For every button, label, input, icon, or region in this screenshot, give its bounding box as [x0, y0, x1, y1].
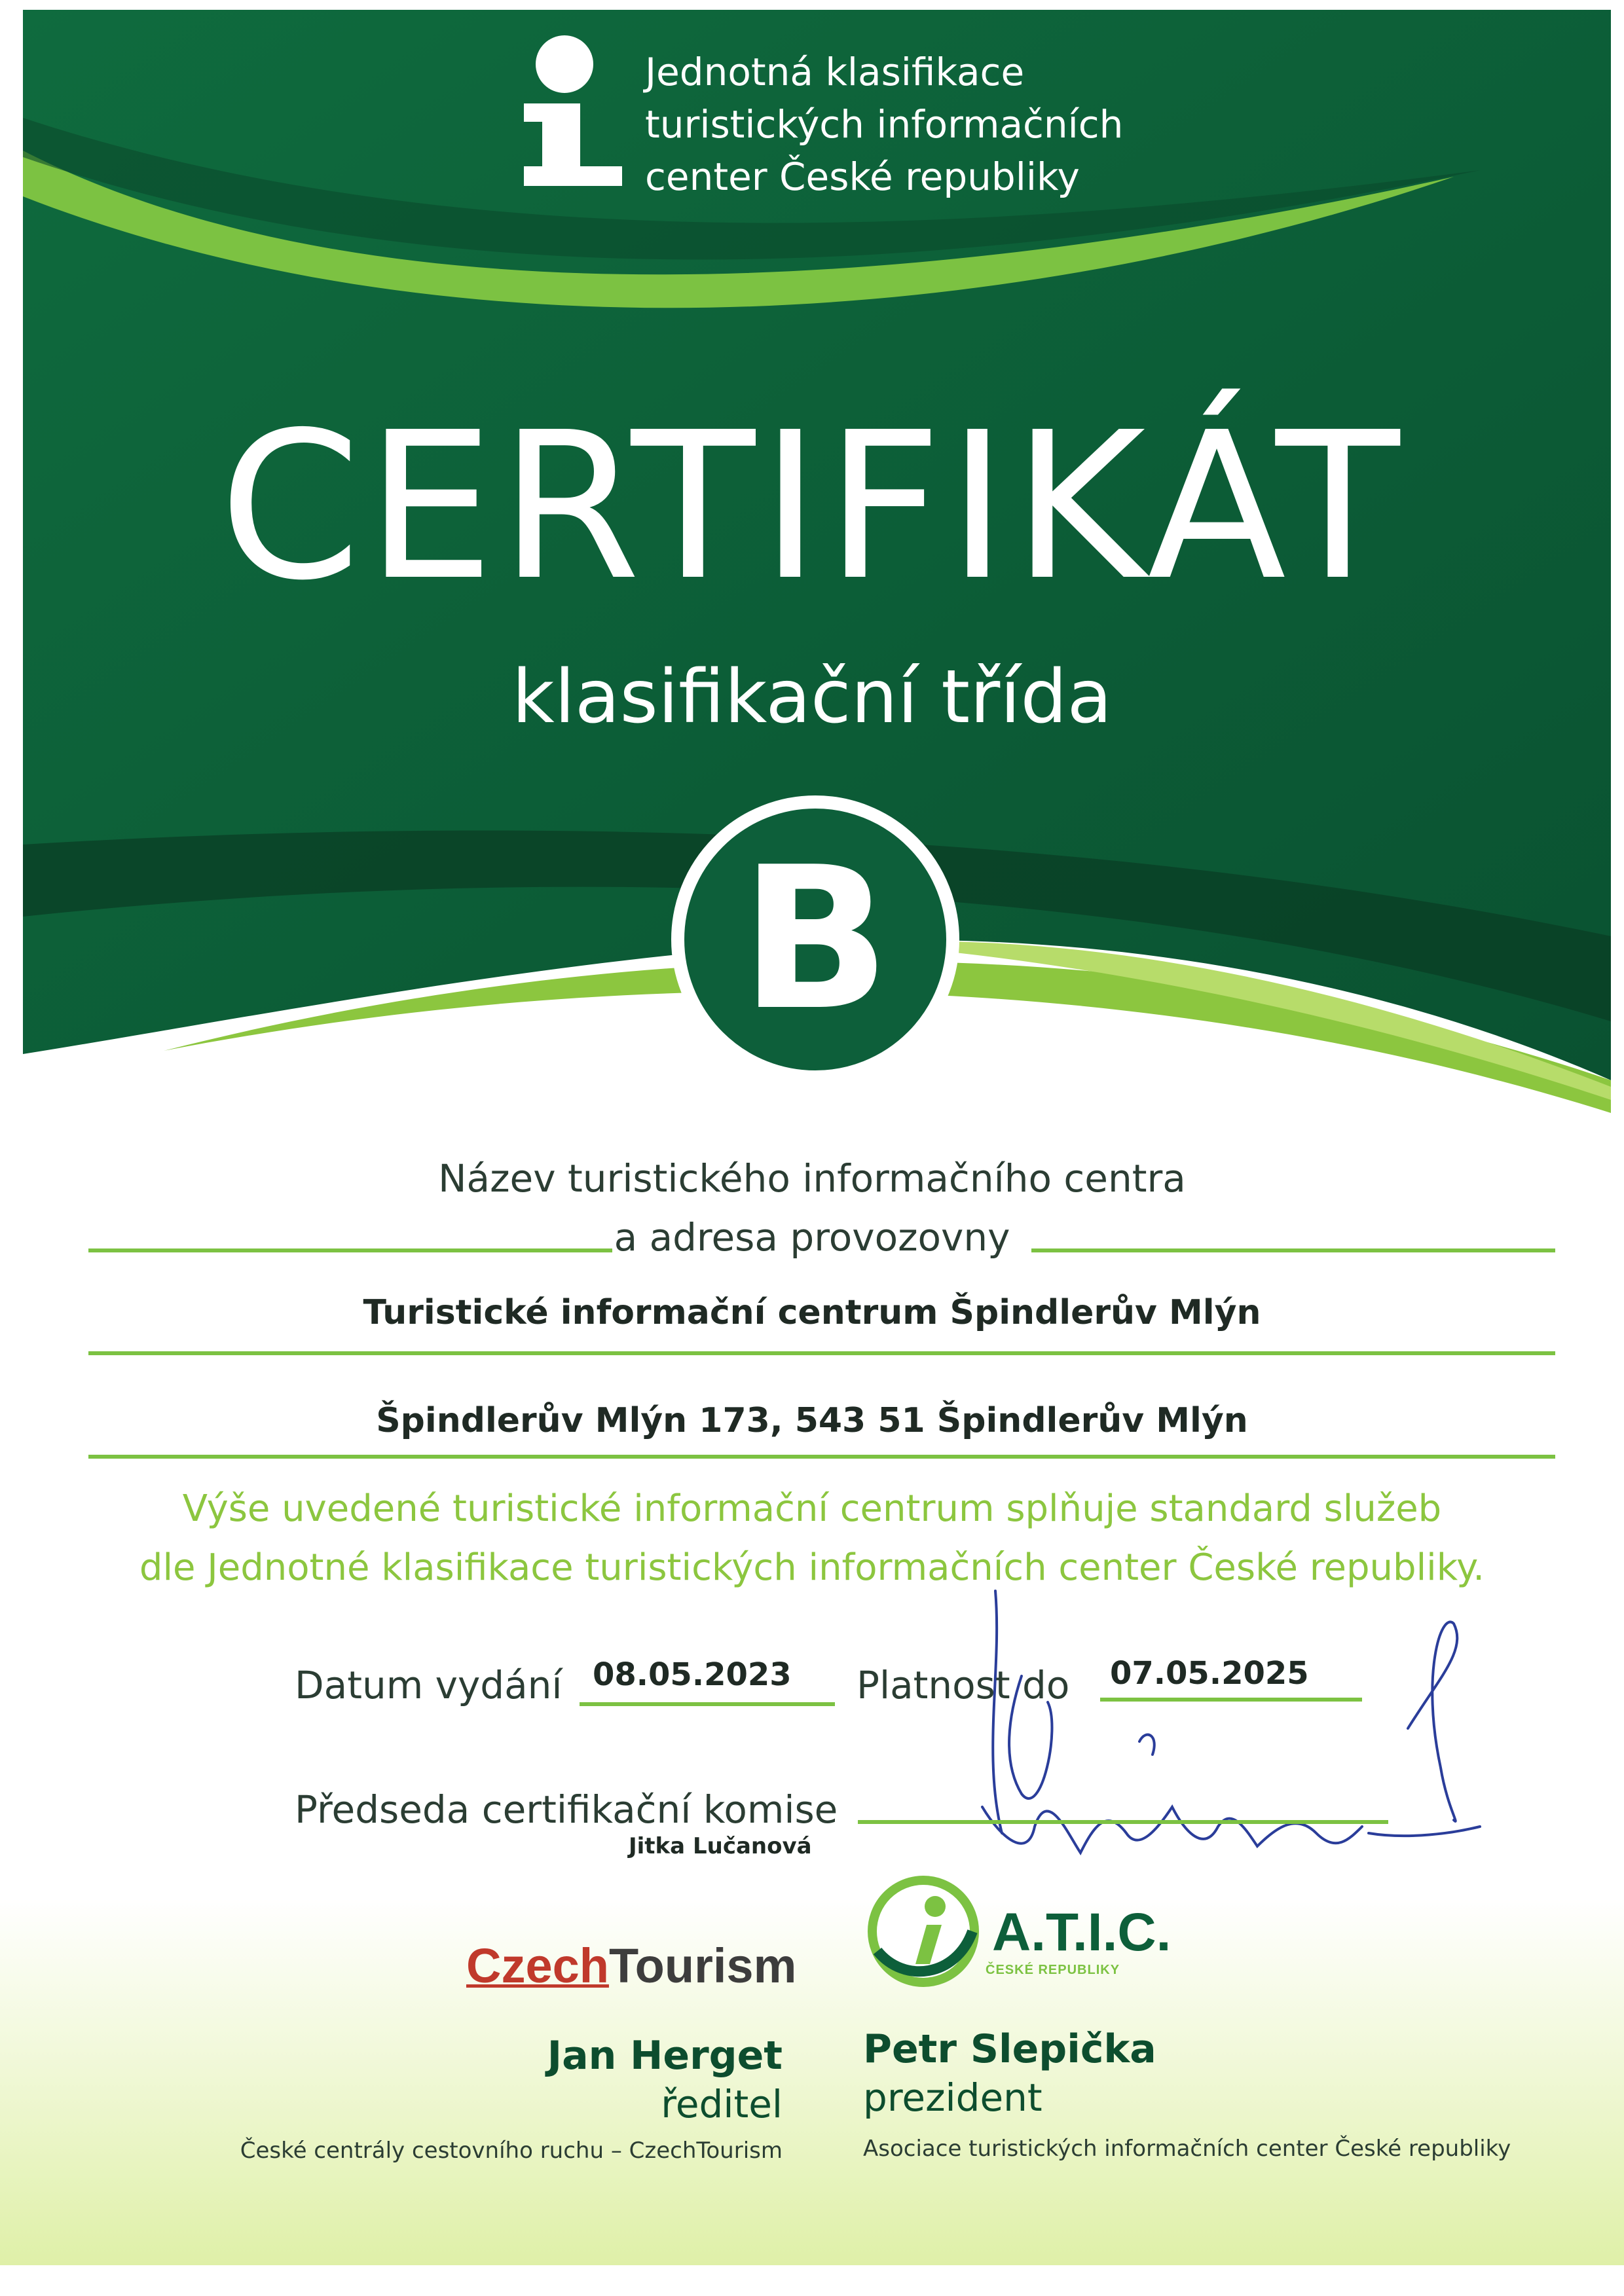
- valid-until-value: 07.05.2025: [1110, 1655, 1309, 1692]
- header-text: [645, 46, 1123, 203]
- czechtourism-logo: [466, 1938, 796, 1994]
- name-label-1: Název turistického informačního centra: [438, 1156, 1186, 1201]
- valid-until-label: Platnost do: [857, 1663, 1070, 1707]
- right-signatory-name: Petr Slepička: [863, 2026, 1156, 2072]
- atic-logo-text: A.T.I.C.: [992, 1903, 1172, 1962]
- header-line-3: center České republiky: [645, 155, 1080, 199]
- left-signatory-organization: České centrály cestovního ruchu – CzechTourism: [240, 2138, 783, 2164]
- center-address: Špindlerův Mlýn 173, 543 51 Špindlerův Mlýn: [376, 1401, 1248, 1440]
- divider-line: [88, 1455, 1555, 1459]
- left-signatory-role: ředitel: [661, 2082, 783, 2126]
- class-letter: B: [740, 825, 891, 1053]
- header-line-2: turistických informačních: [645, 102, 1124, 147]
- standard-text-line-1: Výše uvedené turistické informační centrum splňuje standard služeb: [182, 1487, 1442, 1530]
- chair-label: Předseda certifikační komise: [295, 1787, 838, 1832]
- certificate-title: CERTIFIKÁT: [219, 389, 1405, 625]
- divider-line: [88, 1351, 1555, 1355]
- standard-text-line-2: dle Jednotné klasifikace turistických informačních center České republiky.: [139, 1546, 1485, 1589]
- divider-line: [88, 1248, 612, 1252]
- issue-date-line: [580, 1702, 835, 1706]
- right-signatory-organization: Asociace turistických informačních center České republiky: [863, 2136, 1511, 2162]
- chair-name: Jitka Lučanová: [629, 1833, 812, 1859]
- valid-until-line: [1100, 1698, 1362, 1702]
- issue-date-label: Datum vydání: [295, 1663, 563, 1707]
- center-name: Turistické informační centrum Špindlerův Mlýn: [363, 1293, 1261, 1332]
- atic-logo-icon: [864, 1872, 982, 1990]
- right-signatory-role: prezident: [863, 2075, 1043, 2120]
- czechtourism-logo-part1: Czech: [466, 1939, 609, 1993]
- certificate-subtitle: klasifikační třída: [511, 655, 1113, 740]
- class-badge: [671, 795, 959, 1084]
- signature-mark: [982, 1591, 1480, 1853]
- name-label-2: a adresa provozovny: [614, 1215, 1010, 1260]
- issue-date-value: 08.05.2023: [593, 1656, 792, 1693]
- czechtourism-logo-part2: Tourism: [608, 1939, 797, 1993]
- divider-line: [1031, 1248, 1555, 1252]
- chair-signature-line: [858, 1820, 1388, 1824]
- header-line-1: Jednotná klasifikace: [645, 50, 1025, 94]
- atic-logo-subtext: ČESKÉ REPUBLIKY: [986, 1963, 1120, 1977]
- left-signatory-name: Jan Herget: [547, 2033, 783, 2079]
